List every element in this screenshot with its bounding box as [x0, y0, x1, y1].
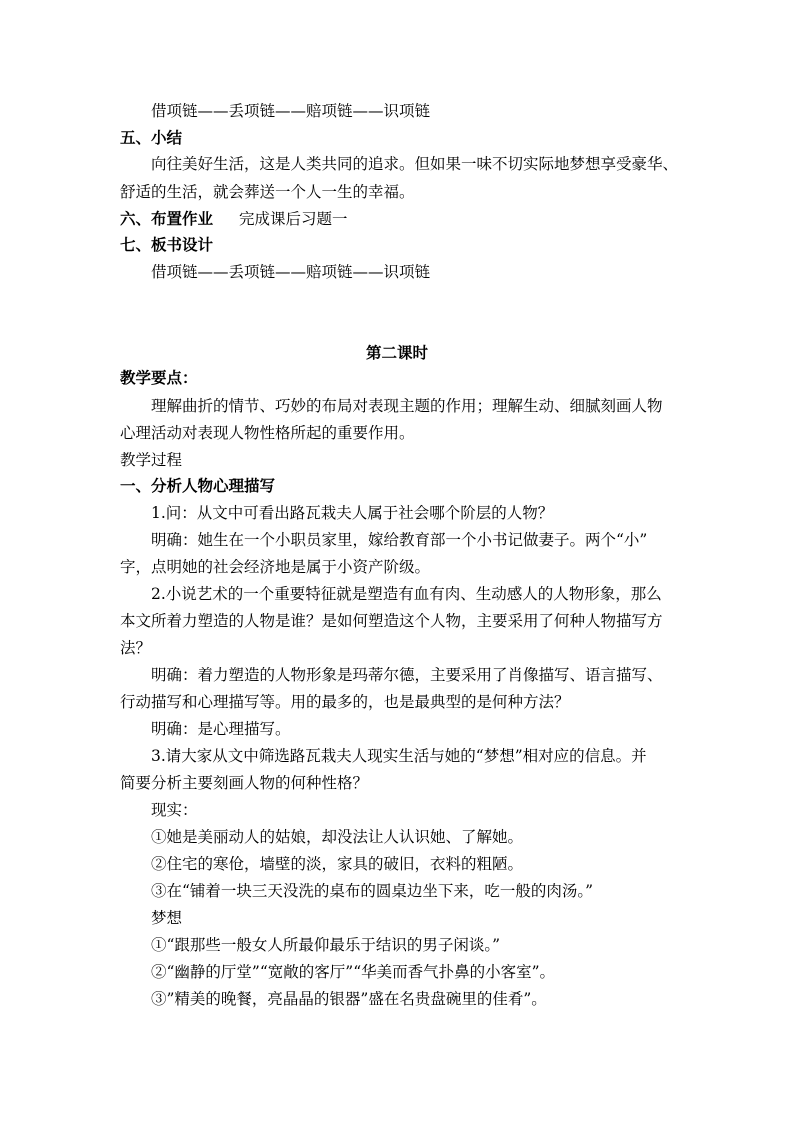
answer-line: 明确：是心理描写。	[151, 720, 291, 738]
section-heading-board: 七、板书设计	[120, 235, 214, 254]
paragraph-line: 理解曲折的情节、巧妙的布局对表现主题的作用；理解生动、细腻刻画人物	[151, 397, 663, 415]
section-heading-analysis: 一、分析人物心理描写	[120, 476, 276, 495]
homework-text: 完成课后习题一	[239, 210, 348, 228]
question-line: 法？	[120, 639, 152, 657]
answer-line: 字，点明她的社会经济地是属于小资产阶级。	[120, 558, 431, 576]
paragraph-line: 心理活动对表现人物性格所起的重要作用。	[120, 424, 415, 442]
board-line: 借项链——丢项链——赔项链——识项链	[151, 263, 431, 281]
question-line: 3.请大家从文中筛选路瓦栽夫人现实生活与她的“梦想”相对应的信息。并	[151, 747, 647, 765]
list-item: ①“跟那些一般女人所最仰最乐于结识的男子闲谈。”	[151, 936, 501, 954]
paragraph-line: 向往美好生活，这是人类共同的追求。但如果一味不切实际地梦想享受豪华、	[151, 155, 679, 173]
question-line: 简要分析主要刻画人物的何种性格？	[120, 774, 369, 792]
process-heading: 教学过程	[120, 451, 183, 469]
reality-heading: 现实：	[151, 801, 198, 819]
answer-line: 明确：着力塑造的人物形象是玛蒂尔德，主要采用了肖像描写、语言描写、	[151, 666, 663, 684]
list-item: ③”精美的晚餐，亮晶晶的银器”盛在名贵盘碗里的佳肴”。	[151, 990, 547, 1008]
list-item: ①她是美丽动人的姑娘，却没法让人认识她、了解她。	[151, 828, 524, 846]
question-line: 本文所着力塑造的人物是谁？是如何塑造这个人物，主要采用了何种人物描写方	[120, 612, 663, 630]
answer-line: 行动描写和心理描写等。用的最多的，也是最典型的是何种方法？	[120, 693, 570, 711]
key-points-heading: 教学要点：	[120, 368, 198, 387]
dream-heading: 梦想	[151, 909, 183, 927]
section-heading-summary: 五、小结	[120, 128, 183, 147]
lesson-title: 第二课时	[365, 343, 428, 362]
section-heading-homework	[120, 209, 680, 229]
homework-heading: 六、布置作业	[120, 209, 214, 228]
question-line: 1.问：从文中可看出路瓦栽夫人属于社会哪个阶层的人物？	[151, 504, 554, 522]
answer-line: 明确：她生在一个小职员家里，嫁给教育部一个小书记做妻子。两个“小”	[151, 531, 648, 549]
summary-line: 借项链——丢项链——赔项链——识项链	[151, 102, 431, 120]
paragraph-line: 舒适的生活，就会葬送一个人一生的幸福。	[120, 183, 415, 201]
list-item: ②住宅的寒伧，墙壁的淡，家具的破旧，衣料的粗陋。	[151, 855, 524, 873]
question-line: 2.小说艺术的一个重要特征就是塑造有血有肉、生动感人的人物形象，那么	[151, 585, 662, 603]
list-item: ②“幽静的厅堂”“宽敞的客厅”“华美而香气扑鼻的小客室”。	[151, 963, 556, 981]
list-item: ③在“铺着一块三天没洗的桌布的圆桌边坐下来，吃一般的肉汤。”	[151, 882, 594, 900]
